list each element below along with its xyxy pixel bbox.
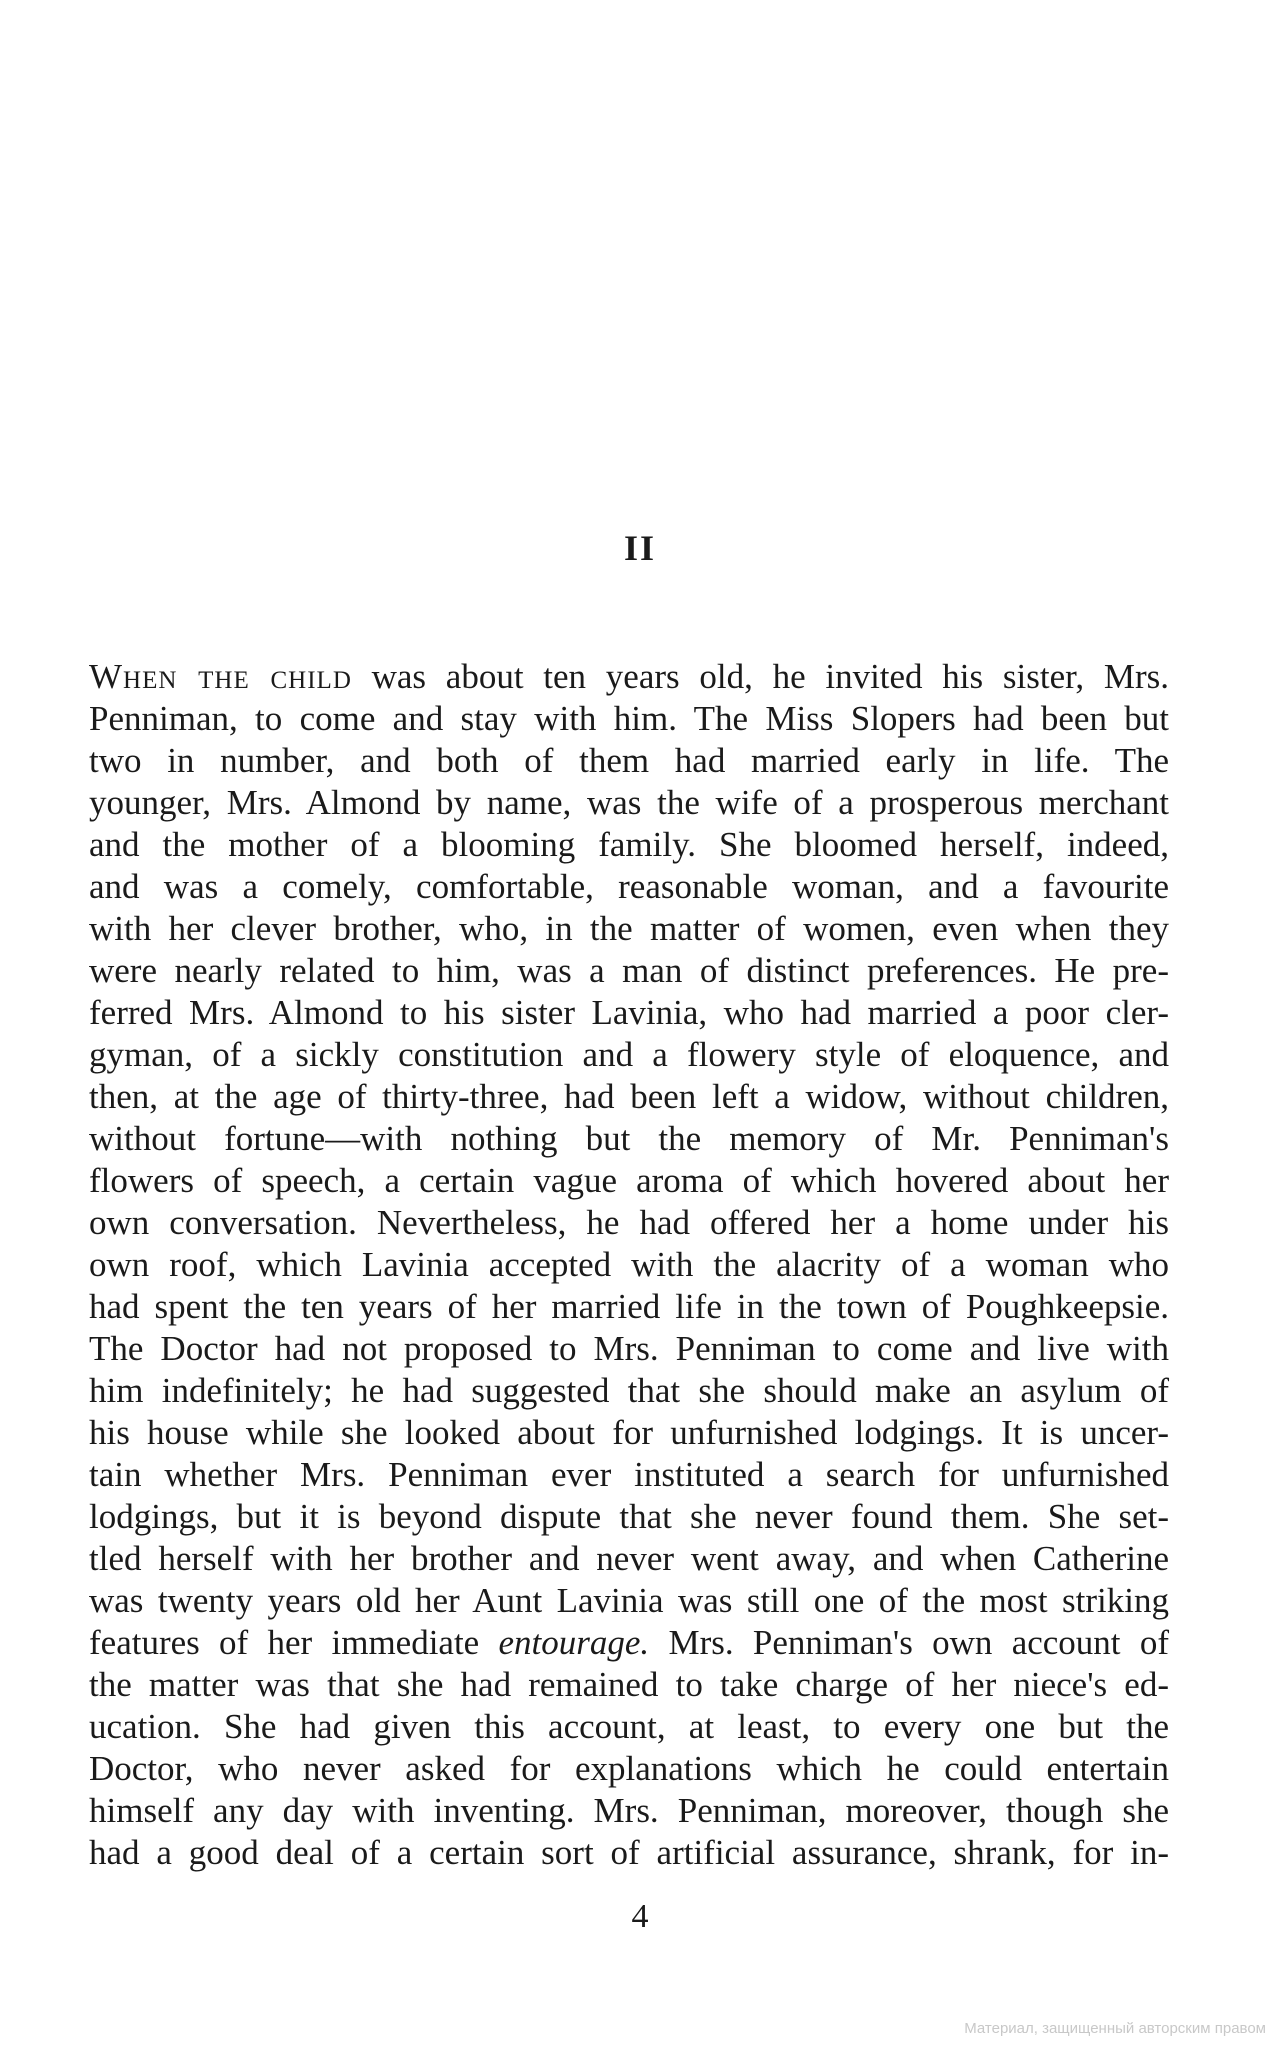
text-line: lodgings, but it is beyond dispute that she never found them. She set- <box>89 1497 1169 1536</box>
text-line: without fortune—with nothing but the memory of Mr. Penniman's <box>89 1119 1169 1158</box>
text-line: tain whether Mrs. Penniman ever instituted a search for unfurnished <box>89 1455 1169 1494</box>
text-line: tled herself with her brother and never went away, and when Catherine <box>89 1539 1169 1578</box>
text-line: Doctor, who never asked for explanations which he could entertain <box>89 1749 1169 1788</box>
text-line: with her clever brother, who, in the matter of women, even when they <box>89 909 1169 948</box>
text-line: had a good deal of a certain sort of artificial assurance, shrank, for in- <box>89 1833 1169 1872</box>
text-line: own conversation. Nevertheless, he had offered her a home under his <box>89 1203 1169 1242</box>
text-line: younger, Mrs. Almond by name, was the wife of a prosperous merchant <box>89 783 1169 822</box>
text-line: and was a comely, comfortable, reasonable woman, and a favourite <box>89 867 1169 906</box>
chapter-heading: II <box>623 528 657 568</box>
text-line: himself any day with inventing. Mrs. Penniman, moreover, though she <box>89 1791 1169 1830</box>
text-line: the matter was that she had remained to take charge of her niece's ed- <box>89 1665 1169 1704</box>
opening-smallcaps: When the child <box>89 657 352 696</box>
text-line: were nearly related to him, was a man of distinct preferences. He pre- <box>89 951 1169 990</box>
text-line: and the mother of a blooming family. She bloomed herself, indeed, <box>89 825 1169 864</box>
page-number: 4 <box>631 1898 649 1935</box>
text-line: ferred Mrs. Almond to his sister Lavinia, who had married a poor cler- <box>89 993 1169 1032</box>
text-line: features of her immediate entourage. Mrs. Penniman's own account of <box>89 1623 1169 1662</box>
text-line: ucation. She had given this account, at least, to every one but the <box>89 1707 1169 1746</box>
text-line: then, at the age of thirty-three, had been left a widow, without children, <box>89 1077 1169 1116</box>
text-line: flowers of speech, a certain vague aroma of which hovered about her <box>89 1161 1169 1200</box>
text-line: was twenty years old her Aunt Lavinia was still one of the most striking <box>89 1581 1169 1620</box>
text-line: two in number, and both of them had married early in life. The <box>89 741 1169 780</box>
text-line: Penniman, to come and stay with him. The Miss Slopers had been but <box>89 699 1169 738</box>
text-line: his house while she looked about for unfurnished lodgings. It is uncer- <box>89 1413 1169 1452</box>
copyright-watermark: Материал, защищенный авторским правом <box>964 2020 1266 2037</box>
body-text <box>89 656 1169 1874</box>
text-line: gyman, of a sickly constitution and a flowery style of eloquence, and <box>89 1035 1169 1074</box>
text-line: him indefinitely; he had suggested that she should make an asylum of <box>89 1371 1169 1410</box>
italic-term: entourage. <box>498 1623 650 1662</box>
text-line: When the child was about ten years old, he invited his sister, Mrs. <box>89 657 1169 696</box>
text-line: The Doctor had not proposed to Mrs. Penniman to come and live with <box>89 1329 1169 1368</box>
text-line: had spent the ten years of her married life in the town of Poughkeepsie. <box>89 1287 1169 1326</box>
text-line: own roof, which Lavinia accepted with the alacrity of a woman who <box>89 1245 1169 1284</box>
